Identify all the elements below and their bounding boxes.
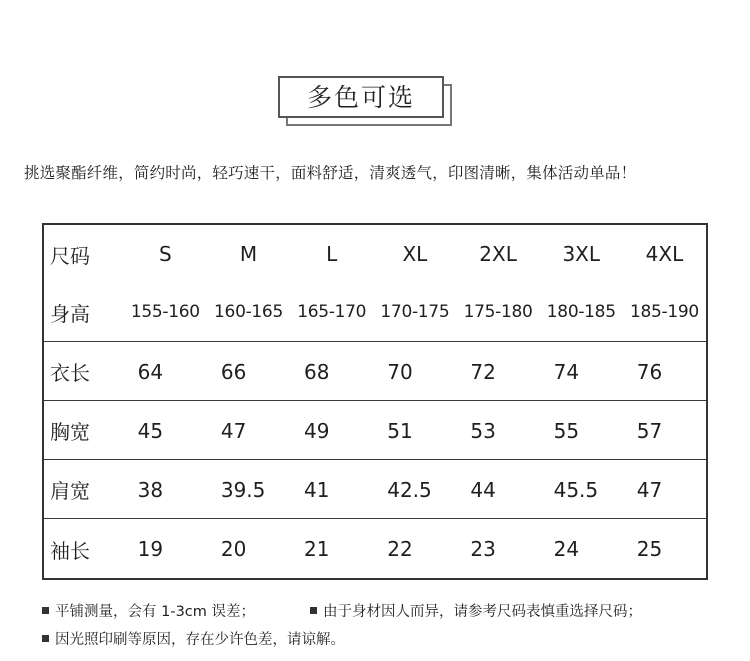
table-cell: 55 bbox=[553, 418, 580, 443]
table-cell: L bbox=[326, 242, 338, 266]
table-cell: 20 bbox=[220, 537, 247, 561]
table-row-sleeve bbox=[44, 518, 706, 579]
table-cell: 185-190 bbox=[629, 302, 699, 322]
table-cell: 70 bbox=[387, 359, 413, 384]
table-cell: 23 bbox=[470, 537, 496, 561]
table-cell: 19 bbox=[137, 537, 164, 561]
table-cell: 44 bbox=[470, 477, 496, 502]
table-cell: 2XL bbox=[479, 242, 517, 266]
table-cell: 51 bbox=[387, 418, 413, 443]
table-cell: M bbox=[239, 242, 258, 266]
note-text: 平铺测量，会有 1-3cm 误差； bbox=[55, 604, 255, 620]
table-row-height bbox=[44, 283, 706, 341]
table-cell: 21 bbox=[304, 537, 330, 561]
table-cell: 160-165 bbox=[214, 302, 283, 322]
size-table bbox=[42, 223, 708, 580]
note-item bbox=[42, 600, 310, 621]
table-cell: 42.5 bbox=[387, 477, 432, 502]
row-label: 尺码 bbox=[50, 243, 90, 268]
table-cell: 38 bbox=[137, 477, 164, 502]
table-cell: 57 bbox=[636, 418, 663, 443]
note-item bbox=[42, 628, 345, 649]
table-cell: 155-160 bbox=[130, 302, 200, 322]
table-cell: 64 bbox=[137, 359, 164, 384]
table-cell: 24 bbox=[553, 537, 580, 561]
table-cell: 45.5 bbox=[553, 477, 599, 502]
table-cell: 180-185 bbox=[546, 302, 616, 322]
square-bullet-icon bbox=[310, 607, 317, 614]
table-cell: 74 bbox=[553, 359, 580, 384]
table-cell: 25 bbox=[636, 537, 663, 561]
table-cell: 4XL bbox=[645, 242, 684, 266]
table-cell: XL bbox=[402, 242, 428, 266]
title-badge bbox=[278, 76, 456, 130]
table-cell: 3XL bbox=[562, 242, 601, 266]
note-item bbox=[310, 600, 642, 621]
note-text: 因光照印刷等原因，存在少许色差，请谅解。 bbox=[55, 632, 345, 648]
table-cell: 47 bbox=[220, 418, 247, 443]
table-cell: 76 bbox=[636, 359, 663, 384]
notes-line-1 bbox=[42, 600, 642, 621]
table-row-length bbox=[44, 341, 706, 401]
square-bullet-icon bbox=[42, 607, 49, 614]
table-cell: 68 bbox=[304, 359, 330, 384]
table-cell: 45 bbox=[137, 418, 164, 443]
row-label: 身高 bbox=[50, 301, 90, 326]
table-cell: 66 bbox=[220, 359, 247, 384]
table-cell: 72 bbox=[470, 359, 496, 384]
row-label: 胸宽 bbox=[50, 420, 90, 444]
square-bullet-icon bbox=[42, 635, 49, 642]
row-label: 衣长 bbox=[50, 361, 90, 385]
row-label: 袖长 bbox=[50, 538, 90, 563]
table-row-chest bbox=[44, 400, 706, 460]
page-title: 多色可选 bbox=[306, 82, 415, 112]
row-label: 肩宽 bbox=[50, 479, 90, 503]
table-cell: 39.5 bbox=[220, 477, 266, 502]
table-cell: 47 bbox=[636, 477, 663, 502]
title-frame bbox=[278, 76, 444, 118]
table-cell: 53 bbox=[470, 418, 496, 443]
table-cell: 175-180 bbox=[463, 302, 533, 322]
table-cell: 41 bbox=[304, 477, 330, 502]
note-text: 由于身材因人而异，请参考尺码表慎重选择尺码； bbox=[323, 604, 642, 620]
table-cell: 22 bbox=[387, 537, 413, 561]
table-row-size bbox=[44, 225, 706, 283]
table-cell: 49 bbox=[304, 418, 330, 443]
table-cell: 165-170 bbox=[297, 302, 367, 322]
table-cell: 170-175 bbox=[380, 302, 450, 322]
table-cell: S bbox=[158, 242, 172, 266]
product-description: 挑选聚酯纤维，简约时尚，轻巧速干，面料舒适，清爽透气，印图清晰，集体活动单品！ bbox=[24, 164, 637, 182]
notes-line-2 bbox=[42, 628, 345, 649]
table-row-shoulder bbox=[44, 459, 706, 519]
